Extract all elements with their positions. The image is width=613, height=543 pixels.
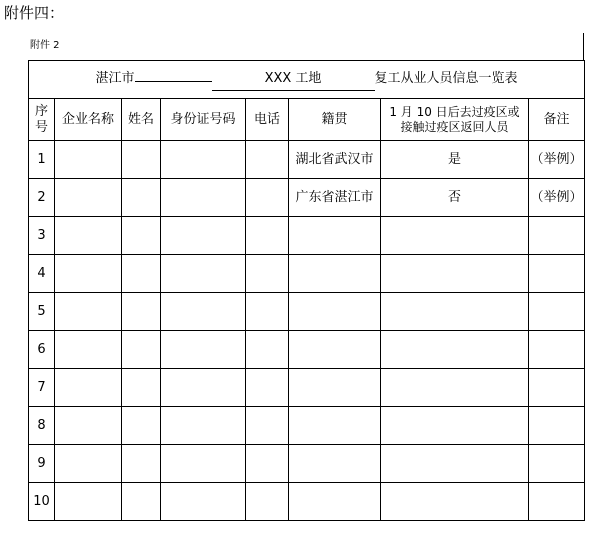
remark-cell: [529, 483, 585, 521]
name-cell: [122, 407, 161, 445]
col-header-native-place: 籍贯: [289, 99, 381, 141]
id-number-cell: [161, 445, 246, 483]
title-suffix: 复工从业人员信息一览表: [374, 71, 518, 86]
row-number: 7: [29, 369, 55, 407]
id-number-cell: [161, 483, 246, 521]
phone-cell: [246, 445, 289, 483]
table-row: [29, 179, 585, 217]
native-place-cell: [289, 255, 381, 293]
phone-cell: [246, 407, 289, 445]
col-header-seq: 序 号: [29, 99, 55, 141]
native-place-cell: [289, 407, 381, 445]
col-header-name: 姓名: [122, 99, 161, 141]
id-number-cell: [161, 293, 246, 331]
phone-cell: [246, 255, 289, 293]
row-number: 8: [29, 407, 55, 445]
row-number: 6: [29, 331, 55, 369]
name-cell: [122, 141, 161, 179]
native-place-cell: [289, 293, 381, 331]
epidemic-contact-cell: [381, 483, 529, 521]
epidemic-contact-cell: [381, 445, 529, 483]
native-place-cell: [289, 331, 381, 369]
row-number: 2: [29, 179, 55, 217]
native-place-cell: 湖北省武汉市: [289, 141, 381, 179]
epidemic-contact-cell: [381, 331, 529, 369]
phone-cell: [246, 483, 289, 521]
header-row: [29, 99, 585, 141]
epidemic-contact-cell: [381, 255, 529, 293]
row-number: 3: [29, 217, 55, 255]
col-header-remark: 备注: [529, 99, 585, 141]
col-header-company: 企业名称: [55, 99, 122, 141]
company-cell: [55, 483, 122, 521]
name-cell: [122, 217, 161, 255]
col-header-phone: 电话: [246, 99, 289, 141]
col-header-epidemic-contact: 1 月 10 日后去过疫区或 接触过疫区返回人员: [381, 99, 529, 141]
name-cell: [122, 483, 161, 521]
epidemic-contact-cell: [381, 369, 529, 407]
company-cell: [55, 179, 122, 217]
table-row: [29, 255, 585, 293]
company-cell: [55, 255, 122, 293]
table-row: [29, 217, 585, 255]
company-cell: [55, 369, 122, 407]
id-number-cell: [161, 141, 246, 179]
phone-cell: [246, 293, 289, 331]
table-row: [29, 407, 585, 445]
name-cell: [122, 369, 161, 407]
attachment-heading: 附件四：: [4, 4, 65, 22]
company-cell: [55, 331, 122, 369]
row-number: 1: [29, 141, 55, 179]
name-cell: [122, 293, 161, 331]
epidemic-contact-cell: 是: [381, 141, 529, 179]
table-row: [29, 445, 585, 483]
name-cell: [122, 179, 161, 217]
row-number: 5: [29, 293, 55, 331]
table-row: [29, 483, 585, 521]
row-number: 10: [29, 483, 55, 521]
id-number-cell: [161, 331, 246, 369]
col-header-id-number: 身份证号码: [161, 99, 246, 141]
table-row: [29, 369, 585, 407]
native-place-cell: [289, 445, 381, 483]
title-blank: [135, 81, 212, 82]
remark-cell: [529, 445, 585, 483]
table-row: [29, 331, 585, 369]
epidemic-contact-cell: [381, 293, 529, 331]
id-number-cell: [161, 217, 246, 255]
phone-cell: [246, 217, 289, 255]
company-cell: [55, 217, 122, 255]
remark-cell: （举例）: [529, 179, 585, 217]
row-number: 9: [29, 445, 55, 483]
name-cell: [122, 255, 161, 293]
remark-cell: [529, 293, 585, 331]
native-place-cell: 广东省湛江市: [289, 179, 381, 217]
phone-cell: [246, 179, 289, 217]
phone-cell: [246, 141, 289, 179]
table-title: [29, 61, 585, 99]
name-cell: [122, 331, 161, 369]
native-place-cell: [289, 369, 381, 407]
company-cell: [55, 445, 122, 483]
id-number-cell: [161, 179, 246, 217]
name-cell: [122, 445, 161, 483]
remark-cell: （举例）: [529, 141, 585, 179]
epidemic-contact-cell: [381, 407, 529, 445]
phone-cell: [246, 331, 289, 369]
epidemic-contact-cell: [381, 217, 529, 255]
attachment-label: 附件 2: [30, 40, 60, 51]
divider: [583, 33, 584, 60]
remark-cell: [529, 331, 585, 369]
remark-cell: [529, 217, 585, 255]
remark-cell: [529, 407, 585, 445]
native-place-cell: [289, 483, 381, 521]
table-row: [29, 141, 585, 179]
epidemic-contact-cell: 否: [381, 179, 529, 217]
remark-cell: [529, 255, 585, 293]
phone-cell: [246, 369, 289, 407]
company-cell: [55, 141, 122, 179]
title-city: 湛江市: [95, 71, 135, 86]
company-cell: [55, 407, 122, 445]
title-row: [29, 61, 585, 99]
remark-cell: [529, 369, 585, 407]
id-number-cell: [161, 407, 246, 445]
native-place-cell: [289, 217, 381, 255]
company-cell: [55, 293, 122, 331]
personnel-table: [28, 60, 585, 521]
id-number-cell: [161, 369, 246, 407]
row-number: 4: [29, 255, 55, 293]
table-body: [29, 61, 585, 521]
table-row: [29, 293, 585, 331]
id-number-cell: [161, 255, 246, 293]
title-site: XXX 工地: [212, 68, 375, 91]
